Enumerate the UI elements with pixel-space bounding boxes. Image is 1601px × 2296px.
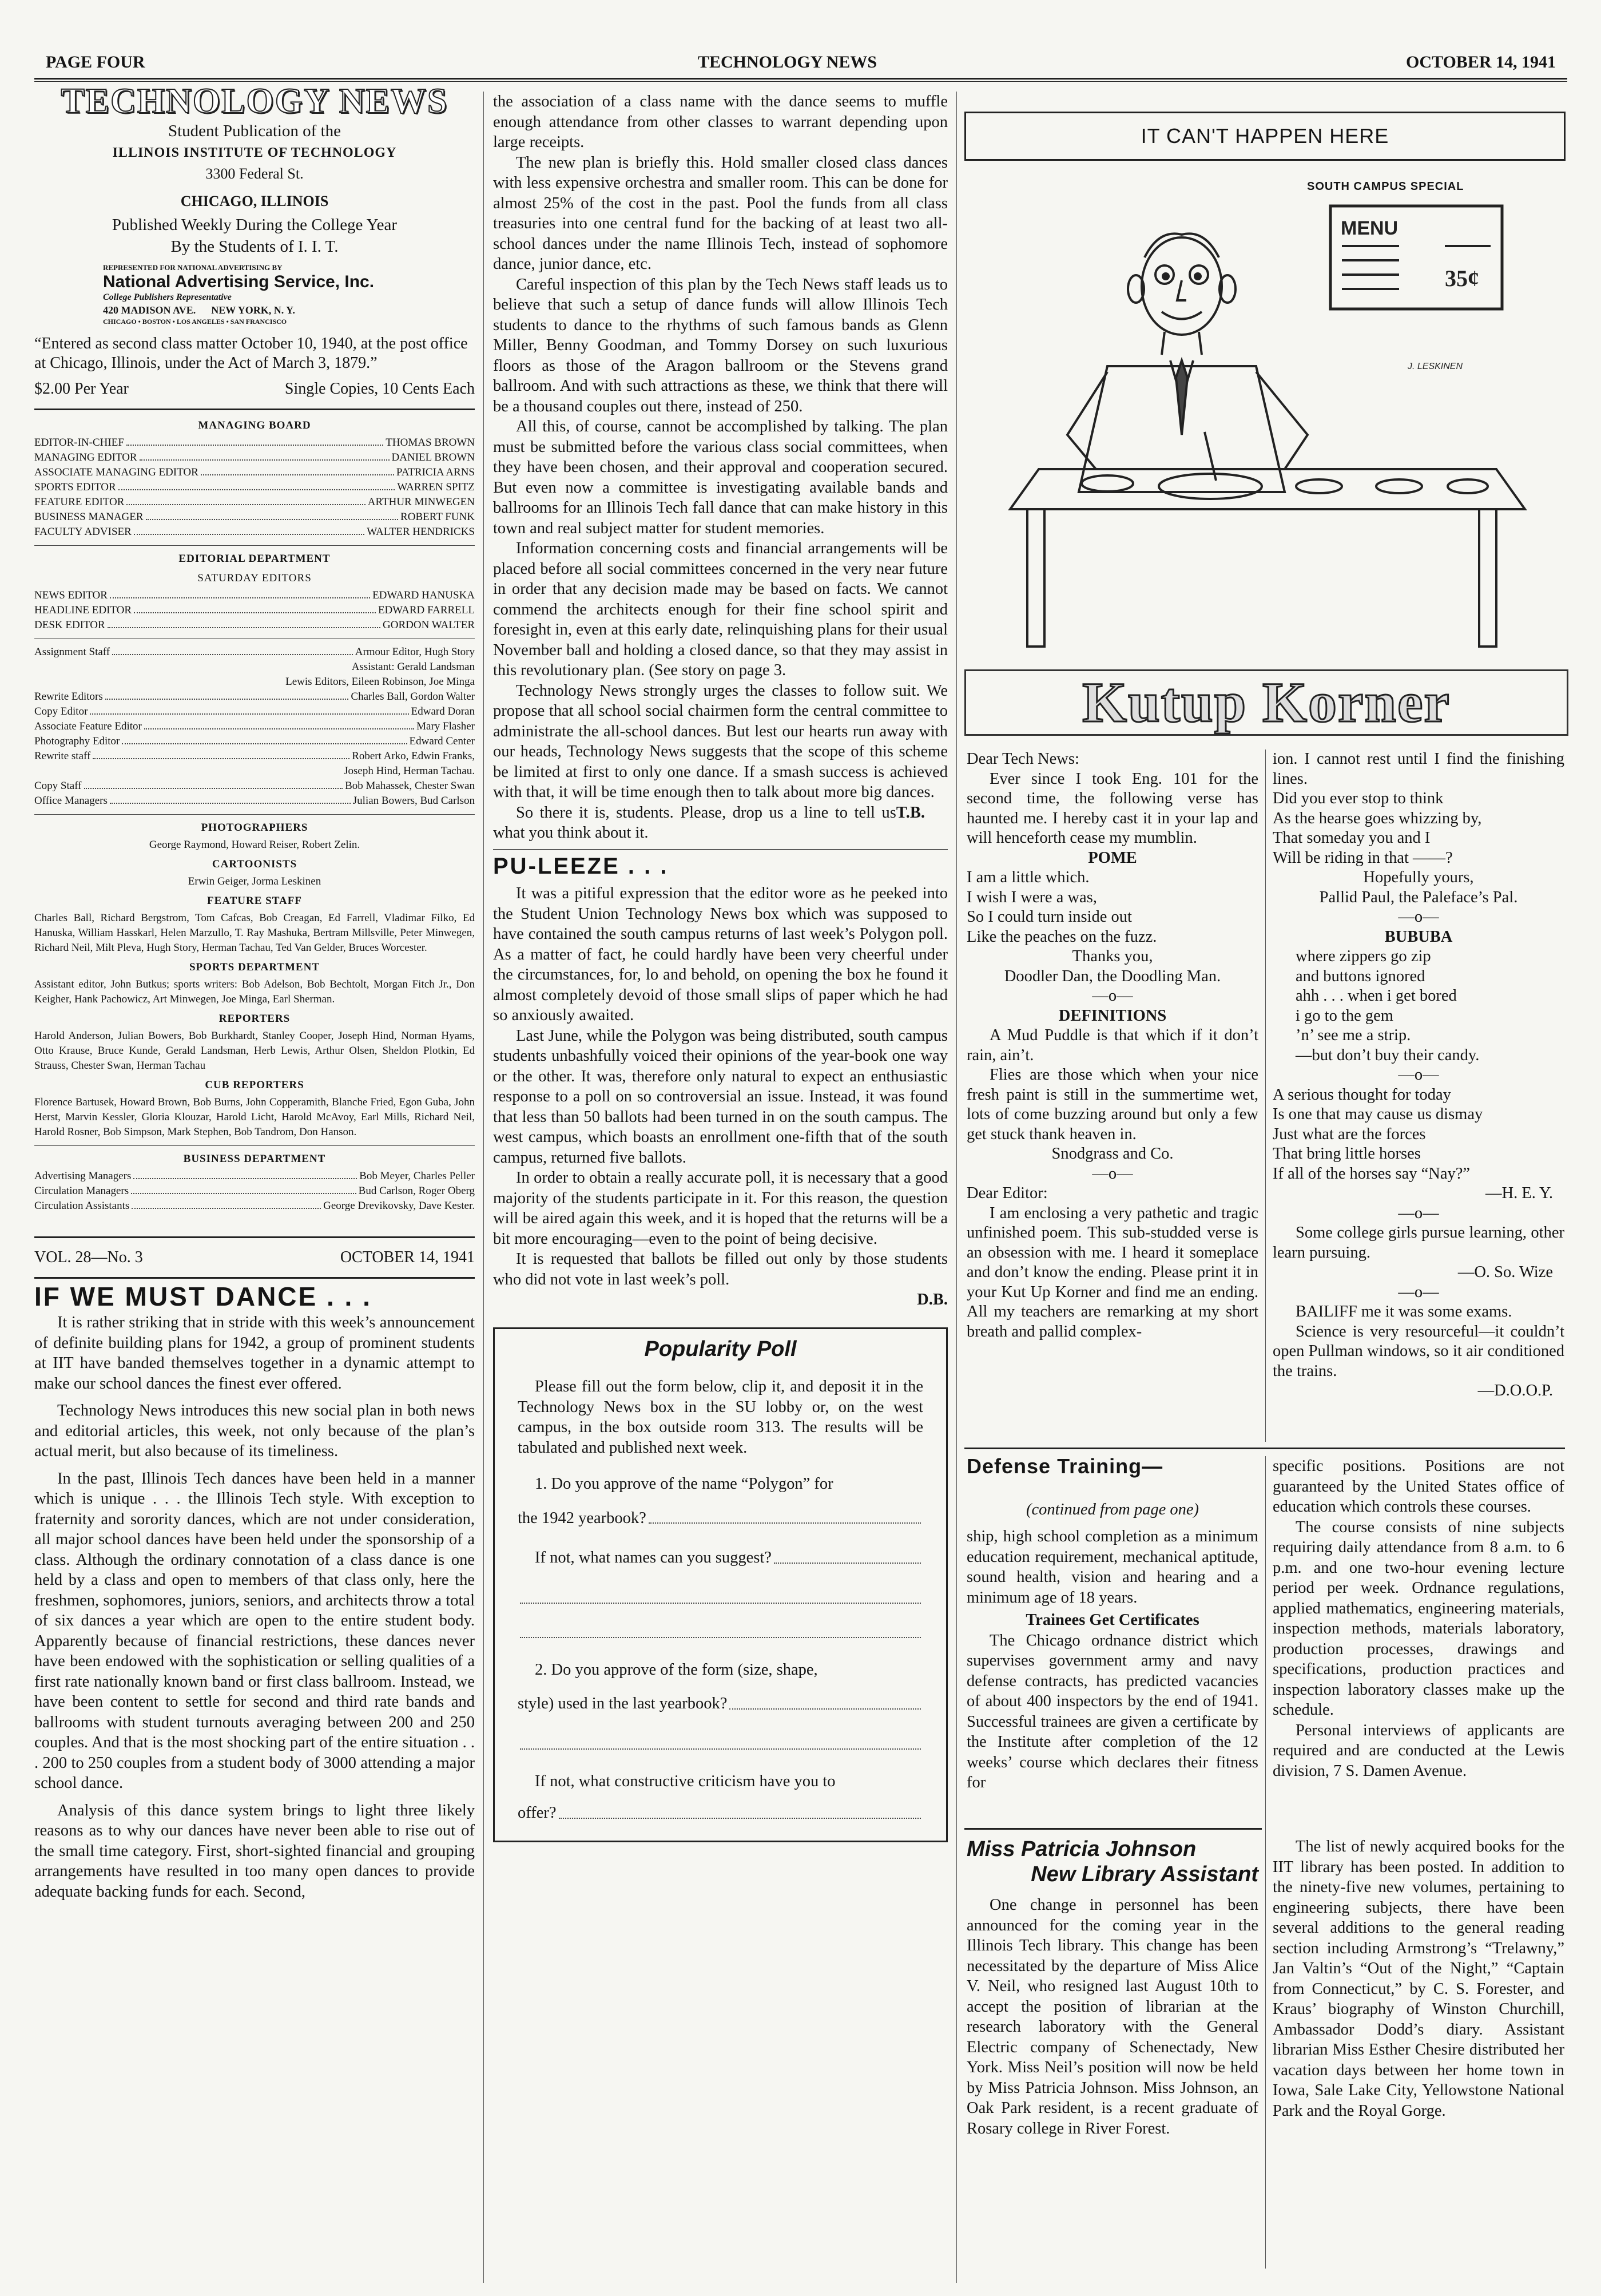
- staff-name: PATRICIA ARNS: [396, 466, 475, 478]
- staff-row: [34, 1184, 475, 1199]
- staff-name: Edward Center: [409, 735, 475, 747]
- managing-board: [34, 418, 475, 540]
- masthead-column: [34, 82, 475, 1902]
- masthead-line: 3300 Federal St.: [205, 165, 304, 182]
- staff-role: SPORTS EDITOR: [34, 481, 116, 493]
- kutup-author: Pallid Paul, the Paleface’s Pal.: [1319, 888, 1518, 906]
- column-rule: [483, 92, 484, 2283]
- poem-line: Like the peaches on the fuzz.: [967, 927, 1157, 946]
- photographers-section: [34, 820, 475, 1140]
- staff-role: Associate Feature Editor: [34, 720, 142, 732]
- staff-row: [34, 675, 475, 689]
- managing-board-heading: MANAGING BOARD: [198, 419, 311, 431]
- column-rule: [1265, 750, 1266, 1442]
- staff-role: Office Managers: [34, 794, 108, 807]
- cartoon-title-box: [964, 112, 1566, 161]
- adv-rep: REPRESENTED FOR NATIONAL ADVERTISING BY: [103, 263, 283, 272]
- staff-name: Bob Mahassek, Chester Swan: [345, 779, 475, 792]
- staff-row: [34, 734, 475, 749]
- dance-paragraph: Technology News introduces this new social plan in both news and editorial articles, this week, not only because of the plan’s actual merit, but also because of its timeliness.: [34, 1402, 475, 1460]
- staff-row: [34, 618, 475, 633]
- poll-question-cont: offer?: [518, 1804, 557, 1822]
- puleeze-paragraph: Last June, while the Polygon was being distributed, south campus students unbashfully voiced their opinions of the year-book one way or the other. It was, therefore only natural to expect an enthusiastic response to a poll on so controversial an issue. Instead, it was found that less than 50 ballots had been turned in on the south campus. The west campus, which boasts an enrollment one-fifth that of the south campus, returned five ballots.: [493, 1026, 948, 1167]
- kutup-thanks: Thanks you,: [1072, 947, 1153, 965]
- library-left-column: [967, 1837, 1258, 2139]
- poem-line: where zippers go zip: [1296, 947, 1431, 965]
- cartoon-title: IT CAN'T HAPPEN HERE: [1141, 124, 1389, 148]
- defense-paragraph: The course consists of nine subjects requiring daily attendance from 8 a.m. to 6 p.m. and one two-hour evening lecture period per week. Ordnance regulations, applied mathematics, engineering materials, inspection methods, materials laboratory, production processes, drawings and specifications, production practices and inspection laboratory classes make up the schedule.: [1273, 1518, 1564, 1719]
- poll-question-cont: style) used in the last yearbook?: [518, 1695, 728, 1712]
- poem-line: I wish I were a was,: [967, 888, 1097, 906]
- staff-role: Copy Editor: [34, 705, 88, 717]
- kutup-paragraph: Some college girls pursue learning, other learn pursuing.: [1273, 1224, 1564, 1262]
- poem-line: I am a little which.: [967, 869, 1090, 886]
- dance-paragraph: Analysis of this dance system brings to light three likely reasons as to why our dances have never been able to rise out of the small time category. First, short-sighted financial and grouping arrangements have resulted in too many open dances to provide adequate backing funds for each. Second,: [34, 1801, 475, 1901]
- poem-line: So I could turn inside out: [967, 908, 1132, 926]
- kutup-salute: Dear Editor:: [967, 1184, 1048, 1202]
- header-rule: [34, 78, 1567, 80]
- kutup-left-column: [967, 750, 1258, 1342]
- dance-paragraph: Information concerning costs and financial arrangements will be placed before all social committees concerned in the very near future in order that any decision made may be based on facts. We cannot commend the architects enough for their fine school spirit and foresight in, even at this early date, relinquishing plans for their usual November ball and holding a closed dance, so that they may assist in this revolutionary plan. (See story on page 3.: [493, 540, 948, 679]
- staff-role: Circulation Managers: [34, 1184, 129, 1197]
- adv-cities: CHICAGO • BOSTON • LOS ANGELES • SAN FRANCISCO: [103, 317, 287, 326]
- pome-heading: POME: [1088, 848, 1137, 867]
- poll-question: If not, what names can you suggest?: [535, 1549, 772, 1567]
- newspaper-name: TECHNOLOGY NEWS: [698, 53, 877, 72]
- kutup-author: —O. So. Wize: [1457, 1263, 1553, 1281]
- kutup-closing: Hopefully yours,: [1363, 869, 1474, 886]
- masthead-line: By the Students of I. I. T.: [170, 237, 339, 256]
- poem-line: As the hearse goes whizzing by,: [1273, 809, 1482, 827]
- business-department: [34, 1152, 475, 1214]
- staff-row: [34, 764, 475, 779]
- kutup-paragraph: I am enclosing a very pathetic and tragic unfinished poem. This sub-studded verse is an obsession with me. I heard it someplace and don’t know the ending. Please print it in your Kut Up Korner and find me an ending. All my teachers are remarking at my short breath and pallid complex-: [967, 1204, 1258, 1341]
- dance-paragraph: So there it is, students. Please, drop us a line to tell us what you think about it.: [493, 803, 896, 842]
- price-line: [34, 378, 475, 400]
- masthead-line: CHICAGO, ILLINOIS: [180, 192, 329, 209]
- poll-answer-line[interactable]: [518, 1737, 923, 1754]
- poll-question-cont: the 1942 yearbook?: [518, 1509, 646, 1527]
- staff-row: [34, 749, 475, 764]
- separator: —o—: [1398, 1204, 1439, 1222]
- dance-closing: [493, 803, 948, 843]
- kutup-right-column: [1273, 750, 1564, 1401]
- staff-name: Bob Meyer, Charles Peller: [359, 1169, 475, 1182]
- staff-role: Assignment Staff: [34, 645, 110, 658]
- staff-role: FEATURE EDITOR: [34, 495, 125, 508]
- staff-role: EDITOR-IN-CHIEF: [34, 436, 124, 449]
- menu-price: 35¢: [1445, 265, 1479, 291]
- masthead-line: Published Weekly During the College Year: [112, 215, 398, 234]
- definitions-heading: DEFINITIONS: [1058, 1006, 1167, 1025]
- staff-name: Edward Doran: [411, 705, 475, 717]
- dance-paragraph: In the past, Illinois Tech dances have been held in a manner which is unique . . . the Illinois Tech style. With exception to fraternity and sorority dances, which are not under consideration, all major school dances have been held under the sponsorship of a class. Although the ordinary connotation of a class dance is one held by a class and open to members of that class only, here the freshmen, sophomores, juniors, seniors, and architects throw a total of six dances a year which are open to the entire student body. Apparently because of financial restrictions, these dances never have been endowed with the sophistication or selling qualities of a first rate nationally known band or first class ballroom. Instead, we have been content to settle for second and third rate bands and ballrooms with student turnouts averaging between 200 and 250 couples. And that is the most shocking part of the entire situation . . . 200 to 250 couples from a student body of 3000 attending a major school dance.: [34, 1469, 475, 1792]
- staff-name: Robert Arko, Edwin Franks,: [352, 750, 475, 762]
- dance-paragraph: Careful inspection of this plan by the Tech News staff leads us to believe that such a setup of dance funds will allow Illinois Tech students to dance to the rhythms of such famous bands as Glenn Miller, Benny Goodman, and Tommy Dorsey on such luxurious floors as those of the Aragon ballroom or the Stevens grand ballroom. And with such attractions as these, we think that there will be a thousand couples out there, instead of 250.: [493, 275, 948, 415]
- staff-role: Advertising Managers: [34, 1169, 132, 1182]
- staff-row: [34, 450, 475, 465]
- business-heading: BUSINESS DEPARTMENT: [183, 1152, 326, 1165]
- menu-label: MENU: [1341, 217, 1399, 239]
- kutup-salute: Dear Tech News:: [967, 750, 1079, 768]
- staff-role: HEADLINE EDITOR: [34, 604, 132, 616]
- staff-name: Lewis Editors, Eileen Robinson, Joe Minga: [285, 675, 475, 688]
- poll-question: 1. Do you approve of the name “Polygon” for: [535, 1475, 833, 1493]
- editorial-sub: SATURDAY EDITORS: [197, 572, 312, 584]
- staff-name: THOMAS BROWN: [386, 436, 475, 449]
- poem-line: If all of the horses say “Nay?”: [1273, 1164, 1471, 1183]
- kutup-author: —D.O.O.P.: [1477, 1382, 1553, 1399]
- divider: [34, 409, 475, 410]
- pome-lines: [967, 868, 1258, 947]
- staff-role: BUSINESS MANAGER: [34, 510, 144, 523]
- poll-answer-line[interactable]: [518, 1625, 923, 1643]
- advertising-block: [103, 263, 475, 326]
- poll-answer-line[interactable]: [518, 1548, 923, 1568]
- poem-line: A serious thought for today: [1273, 1085, 1451, 1104]
- staff-role: DESK EDITOR: [34, 618, 105, 631]
- masthead-line: ILLINOIS INSTITUTE OF TECHNOLOGY: [112, 145, 397, 160]
- kutup-author: Doodler Dan, the Doodling Man.: [1004, 967, 1221, 985]
- staff-name: GORDON WALTER: [383, 618, 475, 631]
- defense-continued: (continued from page one): [1026, 1500, 1199, 1518]
- staff-row: [34, 660, 475, 675]
- page-number: PAGE FOUR: [46, 53, 145, 72]
- poll-intro: Please fill out the form below, clip it, and deposit it in the Technology News box in the SU lobby or, on the west campus, in the box outside room 313. The results will be tabulated and published next week.: [518, 1378, 923, 1457]
- divider: [493, 849, 948, 850]
- cartoonists-text: Erwin Geiger, Jorma Leskinen: [188, 875, 321, 887]
- staff-role: Photography Editor: [34, 735, 120, 747]
- poll-question: If not, what constructive criticism have you to: [535, 1772, 836, 1790]
- defense-subhead: Trainees Get Certificates: [1026, 1611, 1199, 1629]
- staff-row: [34, 719, 475, 734]
- column-rule: [1265, 1456, 1266, 2269]
- dance-paragraph: All this, of course, cannot be accomplished by talking. The plan must be submitted before the various class social committees, when they have been chosen, and their approval and cooperation secured. But even now a committee is investigating available bands and ballrooms for an Illinois Tech fall dance that can make history in this town and real subject matter for student memories.: [493, 418, 948, 537]
- editorial-department: [34, 552, 475, 633]
- defense-paragraph: The Chicago ordnance district which supervises government army and navy defense contracts, has predicted vacancies of about 400 inspectors by the end of 1941. Successful trainees are given a certificate by the Institute after completion of the 12 weeks’ course which declares their fitness for: [967, 1631, 1258, 1791]
- dance-paragraph: the association of a class name with the dance seems to muffle enough attendance from other classes to warrant depending upon large receipts.: [493, 93, 948, 151]
- divider: [34, 545, 475, 546]
- staff-name: Julian Bowers, Bud Carlson: [352, 794, 475, 807]
- staff-row: [34, 525, 475, 540]
- defense-title: Defense Training—: [967, 1454, 1163, 1478]
- divider: [34, 1145, 475, 1146]
- issue-date: OCTOBER 14, 1941: [1406, 53, 1556, 72]
- staff-role: MANAGING EDITOR: [34, 451, 137, 463]
- volume-line: [34, 1246, 475, 1269]
- library-title-line2: New Library Assistant: [1031, 1862, 1258, 1886]
- separator: —o—: [1092, 987, 1133, 1005]
- staff-role: Rewrite Editors: [34, 690, 103, 703]
- staff-row: [34, 603, 475, 618]
- staff-role: FACULTY ADVISER: [34, 525, 132, 538]
- kutup-author: —H. E. Y.: [1485, 1184, 1553, 1202]
- poll-answer-line[interactable]: [518, 1803, 923, 1823]
- feature-staff-heading: FEATURE STAFF: [207, 894, 302, 907]
- staff-name: DANIEL BROWN: [391, 451, 475, 463]
- staff-role: Circulation Assistants: [34, 1199, 130, 1212]
- divider: [964, 1448, 1565, 1449]
- column-rule: [956, 92, 957, 2283]
- staff-row: [34, 689, 475, 704]
- feature-staff-text: Charles Ball, Richard Bergstrom, Tom Cafcas, Bob Creagan, Ed Farrell, Vladimar Filko, Ed Hanuska, William Hasskarl, Helen Marzullo, T. Ray Mashuka, Bertram Millsville, Peter Minwegen, Richard Neil, Milt Pleva, Hugh Story, Herman Tachau, Ted Van Gelder, Bruces Worcester.: [34, 911, 475, 954]
- unfinished-poem: [1273, 789, 1564, 868]
- staff-role: ASSOCIATE MANAGING EDITOR: [34, 466, 198, 478]
- staff-row: [34, 794, 475, 808]
- staff-name: ARTHUR MINWEGEN: [367, 495, 475, 508]
- cartoon-signature: J. LESKINEN: [1408, 362, 1463, 371]
- horse-poem: [1273, 1085, 1564, 1184]
- bububa-poem: [1273, 947, 1564, 1065]
- poem-line: That bring little horses: [1273, 1145, 1421, 1163]
- separator: —o—: [1092, 1164, 1133, 1183]
- divider: [964, 1828, 1262, 1830]
- defense-left-column: [967, 1456, 1258, 1793]
- sports-heading: SPORTS DEPARTMENT: [189, 961, 320, 973]
- kutup-paragraph: A Mud Puddle is that which if it don’t rain, ain’t.: [967, 1026, 1258, 1064]
- separator: —o—: [1398, 1066, 1439, 1084]
- cartoon-caption: SOUTH CAMPUS SPECIAL: [1307, 180, 1464, 193]
- library-paragraph: One change in personnel has been announced for the coming year in the Illinois Tech library. This change has been necessitated by the departure of Miss Alice V. Neil, who resigned last August 10th to accept the position of librarian at the research laboratory with the General Electric company of Schenectady, New York. Miss Neil’s position will now be held by Miss Patricia Johnson. Miss Johnson, an Oak Park resident, is a recent graduate of Rosary college in River Forest.: [967, 1896, 1258, 2138]
- staff-name: ROBERT FUNK: [400, 510, 475, 523]
- staff-name: Armour Editor, Hugh Story: [355, 645, 475, 658]
- separator: —o—: [1398, 1283, 1439, 1301]
- kutup-korner-title: Kutup Korner: [964, 669, 1568, 736]
- library-right-column: [1273, 1837, 1564, 2121]
- poll-answer-line[interactable]: [518, 1694, 923, 1714]
- poll-answer-line[interactable]: [518, 1508, 923, 1529]
- poem-line: —but don’t buy their candy.: [1296, 1046, 1480, 1064]
- poem-line: Will be riding in that ——?: [1273, 848, 1453, 867]
- bububa-heading: BUBUBA: [1384, 927, 1453, 946]
- poem-line: ’n’ see me a strip.: [1296, 1026, 1411, 1044]
- staff-name: EDWARD HANUSKA: [372, 589, 475, 601]
- staff-name: Charles Ball, Gordon Walter: [351, 690, 475, 703]
- poem-line: That someday you and I: [1273, 829, 1431, 847]
- staff-row: [34, 435, 475, 450]
- cub-reporters-text: Florence Bartusek, Howard Brown, Bob Burns, John Copperamith, Blanche Fried, Egon Guba, John Herst, Marvin Kessler, Gloria Klouzar, Harold Licht, Harold McAvoy, Earl Mills, Richard Neil, Harold Rosner, Bob Simpson, Mark Stephen, Bob Tandrom, Don Hanson.: [34, 1096, 475, 1138]
- poem-line: Did you ever stop to think: [1273, 790, 1444, 807]
- staff-row: [34, 465, 475, 480]
- staff-row: [34, 645, 475, 660]
- adv-name: National Advertising Service, Inc.: [103, 272, 375, 291]
- staff-role: NEWS EDITOR: [34, 589, 108, 601]
- kutup-paragraph: Ever since I took Eng. 101 for the second time, the following verse has haunted me. I hereby cast it in your lap and will henceforth cease my mumblin.: [967, 770, 1258, 847]
- staff-name: Bud Carlson, Roger Oberg: [358, 1184, 475, 1197]
- puleeze-paragraph: In order to obtain a really accurate poll, it is necessary that a good majority of the students participate in it. For this reason, the question will be aired again this week, and it is hoped that the returns will be a bit more encouraging—even to the point of being decisive.: [493, 1169, 948, 1248]
- defense-paragraph: ship, high school completion as a minimum education requirement, mechanical aptitude, sound health, vision and hearing and a minimum age of 18 years.: [967, 1528, 1258, 1607]
- divider: [34, 1277, 475, 1279]
- staff-row: [34, 510, 475, 525]
- adv-address: 420 MADISON AVE. NEW YORK, N. Y.: [103, 304, 295, 316]
- poem-line: Is one that may cause us dismay: [1273, 1105, 1483, 1123]
- volume-date: OCTOBER 14, 1941: [340, 1248, 475, 1266]
- price-year: $2.00 Per Year: [34, 379, 129, 398]
- editorial-column: [493, 92, 948, 1842]
- kutup-paragraph: BAILIFF me it was some exams.: [1296, 1303, 1512, 1321]
- photographers-heading: PHOTOGRAPHERS: [201, 821, 308, 834]
- kutup-paragraph: Flies are those which when your nice fresh paint is still in the summertime wet, lots of come buzzing around but only a few get stuck thank heaven in.: [967, 1066, 1258, 1143]
- staff-name: Mary Flasher: [416, 720, 475, 732]
- puleeze-signature: D.B.: [917, 1291, 948, 1308]
- volume-number: VOL. 28—No. 3: [34, 1248, 143, 1266]
- staff-list: [34, 645, 475, 808]
- puleeze-paragraph: It is requested that ballots be filled out only by those students who did not vote in last week’s poll.: [493, 1250, 948, 1288]
- poll-question: 2. Do you approve of the form (size, shape,: [535, 1660, 818, 1679]
- staff-name: WALTER HENDRICKS: [367, 525, 475, 538]
- poem-line: ahh . . . when i get bored: [1296, 987, 1457, 1005]
- poll-answer-line[interactable]: [518, 1591, 923, 1608]
- poll-title: Popularity Poll: [644, 1337, 797, 1361]
- entered-notice: “Entered as second class matter October 10, 1940, at the post office at Chicago, Illinois, under the Act of March 3, 1879.”: [34, 334, 468, 372]
- staff-role: Rewrite staff: [34, 750, 91, 762]
- library-title-line1: Miss Patricia Johnson: [967, 1837, 1197, 1861]
- reporters-heading: REPORTERS: [219, 1012, 291, 1025]
- page-header: [46, 53, 1556, 76]
- puleeze-headline: PU-LEEZE . . .: [493, 853, 669, 879]
- popularity-poll-box: [493, 1327, 948, 1842]
- masthead-line: Student Publication of the: [168, 121, 341, 140]
- staff-name: Joseph Hind, Herman Tachau.: [344, 764, 475, 777]
- poem-line: i go to the gem: [1296, 1006, 1393, 1025]
- cub-reporters-heading: CUB REPORTERS: [205, 1078, 304, 1091]
- sports-text: Assistant editor, John Butkus; sports writers: Bob Adelson, Bob Bechtolt, Morgan Fitch Jr., Don Keigher, Hank Pachowicz, Art Minwegen, Joe Minga, Earl Sherman.: [34, 978, 475, 1005]
- staff-role: Copy Staff: [34, 779, 82, 792]
- staff-row: [34, 1199, 475, 1214]
- staff-row: [34, 779, 475, 794]
- cartoonists-heading: CARTOONISTS: [212, 858, 297, 870]
- staff-row: [34, 1169, 475, 1184]
- separator: —o—: [1398, 908, 1439, 926]
- kutup-paragraph: ion. I cannot rest until I find the finishing lines.: [1273, 750, 1564, 788]
- price-single: Single Copies, 10 Cents Each: [284, 379, 475, 398]
- staff-name: George Drevikovsky, Dave Kester.: [323, 1199, 475, 1212]
- dance-paragraph: The new plan is briefly this. Hold smaller closed class dances with less expensive orchestra and smaller room. This can be done for almost 25% of the cost in the past. Pool the funds from all class treasuries into one central fund for the backing of at least two all-school dances under the name Illinois Tech, instead of sophomore dance, junior dance, etc.: [493, 153, 948, 273]
- dance-headline: IF WE MUST DANCE . . .: [34, 1281, 372, 1311]
- poem-line: Just what are the forces: [1273, 1125, 1426, 1143]
- kutup-paragraph: Science is very resourceful—it couldn’t open Pullman windows, so it air conditioned the trains.: [1273, 1322, 1564, 1380]
- staff-name: Assistant: Gerald Landsman: [351, 660, 475, 673]
- defense-paragraph: Personal interviews of applicants are required and are conducted at the Lewis division, 7 S. Damen Avenue.: [1273, 1721, 1564, 1780]
- editorial-heading: EDITORIAL DEPARTMENT: [178, 552, 331, 565]
- staff-row: [34, 480, 475, 495]
- dance-paragraph: It is rather striking that in stride with this week’s announcement of definite building plans for 1942, a group of prominent students at IIT have banded themselves together in a dynamic attempt to make our school dances the finest ever offered.: [34, 1314, 475, 1393]
- defense-paragraph: specific positions. Positions are not guaranteed by the United States office of education which controls these courses.: [1273, 1457, 1564, 1516]
- staff-row: [34, 704, 475, 719]
- staff-row: [34, 588, 475, 603]
- library-paragraph: The list of newly acquired books for the IIT library has been posted. In addition to the ninety-five new volumes, pertaining to engineering subjects, there have been several additions to the general reading section including Armstrong’s “Trelawny,” Jan Valtin’s “Out of the Night,” “Captain from Connecticut,” by C. S. Forester, and Kraus’ biography of Winston Churchill, Ambassador Dodd’s diary. Assistant librarian Miss Esther Chesire distributed her vacation days between her home town in Iowa, Sale Lake City, Yellowstone National Park and the Royal Gorge.: [1273, 1838, 1564, 2120]
- reporters-text: Harold Anderson, Julian Bowers, Bob Burkhardt, Stanley Cooper, Joseph Hind, Norman Hyams, Otto Krause, Bruce Kunde, Gerald Landsman, Herb Lewis, Arthur Olsen, Sheldon Plotkin, Ed Strauss, Chester Swan, Herman Tachau: [34, 1029, 475, 1072]
- cartoon-illustration: [964, 172, 1565, 652]
- puleeze-paragraph: It was a pitiful expression that the editor wore as he peeked into the Student Union Technology News box which was supposed to have contained the south campus returns of last week’s Polygon poll. As a matter of fact, he could hardly have been very cheerful under the circumstances, for, lo and behold, on opening the box he found it almost completely devoid of those small slips of paper which he had so anxiously awaited.: [493, 885, 948, 1024]
- defense-right-column: [1273, 1456, 1564, 1781]
- staff-name: WARREN SPITZ: [397, 481, 475, 493]
- divider: [34, 814, 475, 815]
- divider: [34, 1236, 475, 1238]
- adv-sub: College Publishers Representative: [103, 292, 232, 302]
- kutup-author: Snodgrass and Co.: [1051, 1145, 1174, 1163]
- staff-name: EDWARD FARRELL: [378, 604, 475, 616]
- dance-signature: T.B.: [896, 803, 925, 822]
- photographers-text: George Raymond, Howard Reiser, Robert Zelin.: [149, 838, 360, 851]
- poem-line: and buttons ignored: [1296, 967, 1425, 985]
- dance-paragraph: Technology News strongly urges the classes to follow suit. We propose that all school social chairmen form the central committee to administrate the all-school dances. But lest our hearts run away with our heads, Technology News suggests that the scope of this scheme be limited at first to only one dance. If a smash success is achieved with that, it will be time enough then to talk about more big dances.: [493, 681, 948, 801]
- masthead-title: TECHNOLOGY NEWS: [61, 82, 448, 121]
- staff-row: [34, 495, 475, 510]
